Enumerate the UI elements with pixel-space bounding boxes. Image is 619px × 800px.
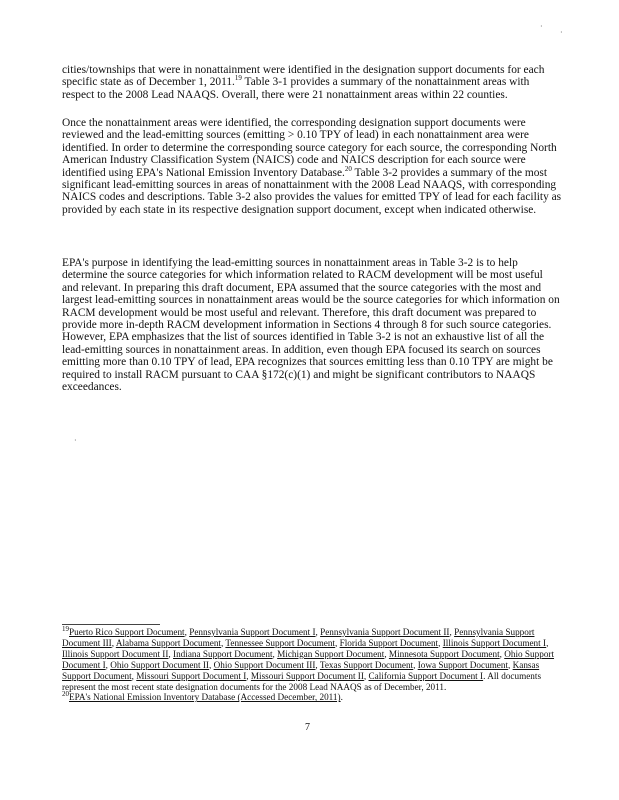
scan-speck: · [560,28,563,37]
footnote-tail: All documents represent the most recent state designation documents for the 2008 Lead NAAQS as of December, 2011. [62,670,542,692]
support-document-link[interactable]: Tennessee Support Document [225,637,335,648]
footnote-ref-20[interactable]: 20 [344,164,352,173]
support-document-link[interactable]: Pennsylvania Support Document III [62,627,535,648]
support-document-link[interactable]: Michigan Support Document [277,648,385,659]
footnote-divider [62,624,160,625]
footnotes [62,624,567,703]
support-document-link[interactable]: Texas Support Document [319,659,414,670]
paragraph-nonattainment-summary [62,64,562,101]
support-document-link[interactable]: Alabama Support Document [115,637,221,648]
paragraph-text: Once the nonattainment areas were identified, the corresponding designation support documents were reviewed and the lead-emitting sources (emitting > 0.10 TPY of lead) in each nonattainment area were identified. In order to determine the corresponding source category for each source, the corresponding North American Industry Classification System (NAICS) code and NAICS description for each source were identified using EPA's National Emission Inventory Database. [62,117,557,179]
footnote-doc-list: Puerto Rico Support Document, Pennsylvania Support Document I, Pennsylvania Support Document II, Pennsylvania Support Document III, Alabama Support Document, Tennessee Support Document, Florida Support Document, Illinois Support Document I, Illinois Support Document II, Indiana Support Document, Michigan Support Document, Minnesota Support Document, Ohio Support Document I, Ohio Support Document II, Ohio Support Document III, Texas Support Document, Iowa Support Document, Kansas Support Document, Missouri Support Document I, Missouri Support Document II, California Support Document I. [62,627,555,681]
paragraph-text: cities/townships that were in nonattainment were identified in the designation support documents for each specific state as of December 1, 2011. [62,64,545,89]
support-document-link[interactable]: California Support Document I [368,670,484,681]
paragraph-text: Table 3-2 provides a summary of the most significant lead-emitting sources in areas of nonattainment with the 2008 Lead NAAQS, with corresponding NAICS codes and descriptions. Table 3-2 also provides the values for emitted TPY of lead for each facility as provided by each state in its respective designation support document, except when indicated otherwise. [62,166,562,216]
footnote-marker: 19 [62,624,69,633]
support-document-link[interactable]: Missouri Support Document I [136,670,247,681]
support-document-link[interactable]: Iowa Support Document [417,659,509,670]
scan-speck: · [540,22,543,31]
scan-speck: · [74,436,77,445]
paragraph-text: Table 3-1 provides a summary of the nonattainment areas with respect to the 2008 Lead NAAQS. Overall, there were 21 nonattainment areas within 22 counties. [62,76,530,101]
support-document-link[interactable]: Indiana Support Document [173,648,273,659]
support-document-link[interactable]: Illinois Support Document II [62,648,169,659]
support-document-link[interactable]: Ohio Support Document III [213,659,316,670]
footnote-20 [62,692,567,703]
paragraph-epa-purpose: EPA's purpose in identifying the lead-emitting sources in nonattainment areas in Table 3-2 is to help determine the source categories for which information related to RACM development will be most useful and relevant. In preparing this draft document, EPA assumed that the source categories with the most and largest lead-emitting sources in nonattainment areas would be the source categories for which information on RACM development would be most useful and relevant. Therefore, this draft document was prepared to provide more in-depth RACM development information in Sections 4 through 8 for such source categories. However, EPA emphasizes that the list of sources identified in Table 3-2 is not an exhaustive list of all the lead-emitting sources in nonattainment areas. In addition, even though EPA focused its search on sources emitting more than 0.10 TPY of lead, EPA recognizes that sources emitting less than 0.10 TPY are might be required to install RACM pursuant to CAA §172(c)(1) and might be significant contributors to NAAQS exceedances. [62,257,560,394]
page-number: 7 [305,722,310,733]
support-document-link[interactable]: Ohio Support Document II [110,659,209,670]
support-document-link[interactable]: Missouri Support Document II [250,670,364,681]
support-document-link[interactable]: Ohio Support Document I [62,648,555,670]
footnote-link[interactable]: EPA's National Emission Inventory Database (Accessed December, 2011) [69,692,341,703]
footnote-ref-19[interactable]: 19 [234,74,242,83]
support-document-link[interactable]: Pennsylvania Support Document II [320,627,450,637]
footnote-marker: 20 [62,690,69,699]
support-document-link[interactable]: Minnesota Support Document [388,648,500,659]
footnote-end: . [340,692,343,703]
support-document-link[interactable]: Florida Support Document [339,637,439,648]
support-document-link[interactable]: Pennsylvania Support Document I [189,627,316,637]
support-document-link[interactable]: Puerto Rico Support Document [69,627,185,637]
support-document-link[interactable]: Illinois Support Document I [442,637,547,648]
paragraph-source-identification [62,117,562,216]
support-document-link[interactable]: Kansas Support Document [62,659,540,681]
footnote-19 [62,624,567,692]
